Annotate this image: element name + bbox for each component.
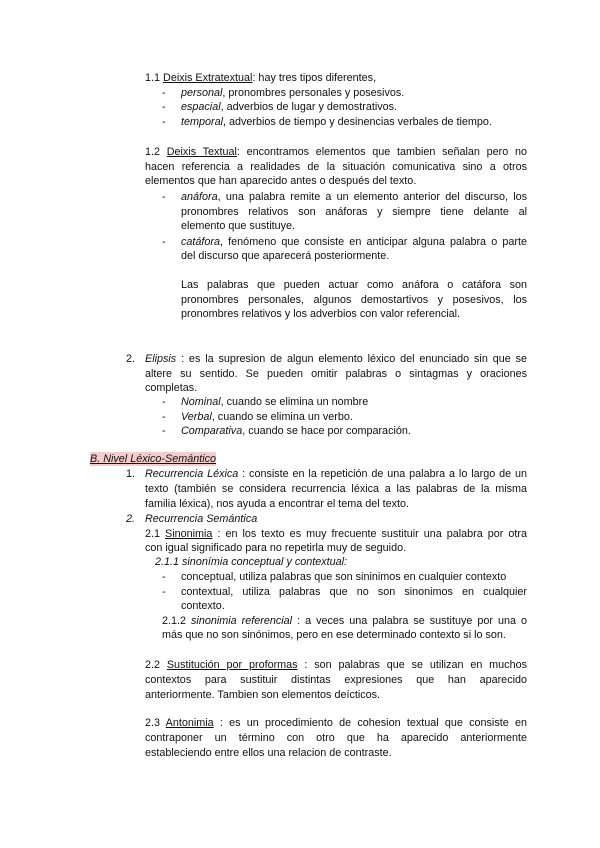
paragraph-line: texto (también se considera recurrencia léxica a las palabras de la misma [145,483,527,495]
section-2-line: Elipsis : es la supresion de algun elemento léxico del enunciado sin que se [145,353,527,365]
paragraph-line: familia léxica), nos ayuda a encontrar el tema del texto. [145,498,410,510]
list-item-text: anáfora, una palabra remite a un elemento anterior del discurso, los [181,191,527,203]
paragraph-line: contextos para sustituir distintas expresiones que han aparecido [145,674,527,686]
subsection-2-1-1: 2.1.1 sinonímia conceptual y contextual: [155,556,348,568]
note-line: Las palabras que pueden actuar como anáfora o catáfora son [181,279,527,291]
paragraph-line: elementos que han aparecido antes o después del texto. [145,175,417,187]
paragraph-line: contraponer un término con otro que ha aparecido anteriormente [145,732,527,744]
section-1-1-heading: 1.1 Deixis Extratextual: hay tres tipos diferentes, [145,72,377,84]
list-item-text: contexto. [181,600,225,612]
section-title: Sustitución por proformas [166,659,298,671]
list-item-text: catáfora, fenómeno que consiste en anticipar alguna palabra o parte [181,236,527,248]
antonimia-line: 2.3 Antonimia : es un procedimiento de cohesion textual que consiste en [145,717,527,729]
section-title: Antonimia [165,717,214,729]
list-item: - [162,396,166,408]
paragraph-line: con igual significado para no repetirla muy de seguido. [145,542,407,554]
list-item-text: Verbal, cuando se elimina un verbo. [181,411,353,423]
list-item: - [162,571,166,583]
note-line: pronombres relativos y los adverbios con valor referencial. [181,308,461,320]
paragraph-line: más que no son sinónimos, pero en ese determinado contexto si lo son. [162,629,506,641]
list-item-text: espacial, adverbios de lugar y demostrativos. [181,101,398,113]
list-item: - [162,425,166,437]
list-number: 1. [126,468,136,480]
section-1-2-line: 1.2 Deixis Textual: encontramos elementos que tambien señalan pero no [145,146,527,158]
list-item-text: Comparativa, cuando se hace por comparación. [181,425,411,437]
section-term: Elipsis [145,353,177,365]
list-item: - [162,586,166,598]
recurrencia-lexica-line: Recurrencia Léxica : consiste en la repetición de una palabra a lo largo de un [145,468,527,480]
list-item: - [162,411,166,423]
paragraph-line: estableciendo entre ellos una relacion de contraste. [145,747,392,759]
section-title: Deixis Extratextual [163,72,253,84]
paragraph-line: completas. [145,382,198,394]
paragraph-line: hacen referencia a realidades de la situación comunicativa sino a otros [145,161,527,173]
list-item-text: conceptual, utiliza palabras que son sininimos en cualquier contexto [181,571,507,583]
list-item: - [162,87,166,99]
list-item-text: personal, pronombres personales y posesivos. [181,87,405,99]
paragraph-line: anteriormente. Tambien son elementos deícticos. [145,689,381,701]
paragraph-line: altere su sentido. Se pueden omitir palabras o sintagmas y oraciones [145,368,527,380]
section-title: Sinonimia [165,528,213,540]
list-item-text: del discurso que aparecerá posteriormente. [181,250,390,262]
sinonimia-line: 2.1 Sinonimia : en los texto es muy frecuente sustituir una palabra por otra [145,528,527,540]
list-item-text: temporal, adverbios de tiempo y desinencias verbales de tiempo. [181,116,492,128]
list-number: 2. [126,353,136,365]
list-item-text: elemento que sustituye. [181,220,296,232]
list-item-text: Nominal, cuando se elimina un nombre [181,396,369,408]
list-item-text: contextual, utiliza palabras que no son sinonimos en cualquier [181,586,527,598]
recurrencia-semantica-heading: Recurrencia Semántica [145,513,258,525]
section-b-heading: B. Nivel Léxico-Semántico [90,453,217,465]
subsection-2-1-2: 2.1.2 sinonimia referencial : a veces una palabra se sustituye por una o [162,615,528,627]
proformas-line: 2.2 Sustitución por proformas : son palabras que se utilizan en muchos [145,659,527,671]
list-number: 2. [126,513,136,525]
list-item-text: pronombres relativos son anáforas y siempre tiene delante al [181,206,527,218]
note-line: pronombres personales, algunos demostartivos y posesivos, los [181,294,527,306]
section-term: Recurrencia Léxica [145,468,239,480]
list-item: - [162,116,166,128]
list-item: - [162,191,166,203]
section-title: Deixis Textual [166,146,237,158]
list-item: - [162,101,166,113]
list-item: - [162,236,166,248]
